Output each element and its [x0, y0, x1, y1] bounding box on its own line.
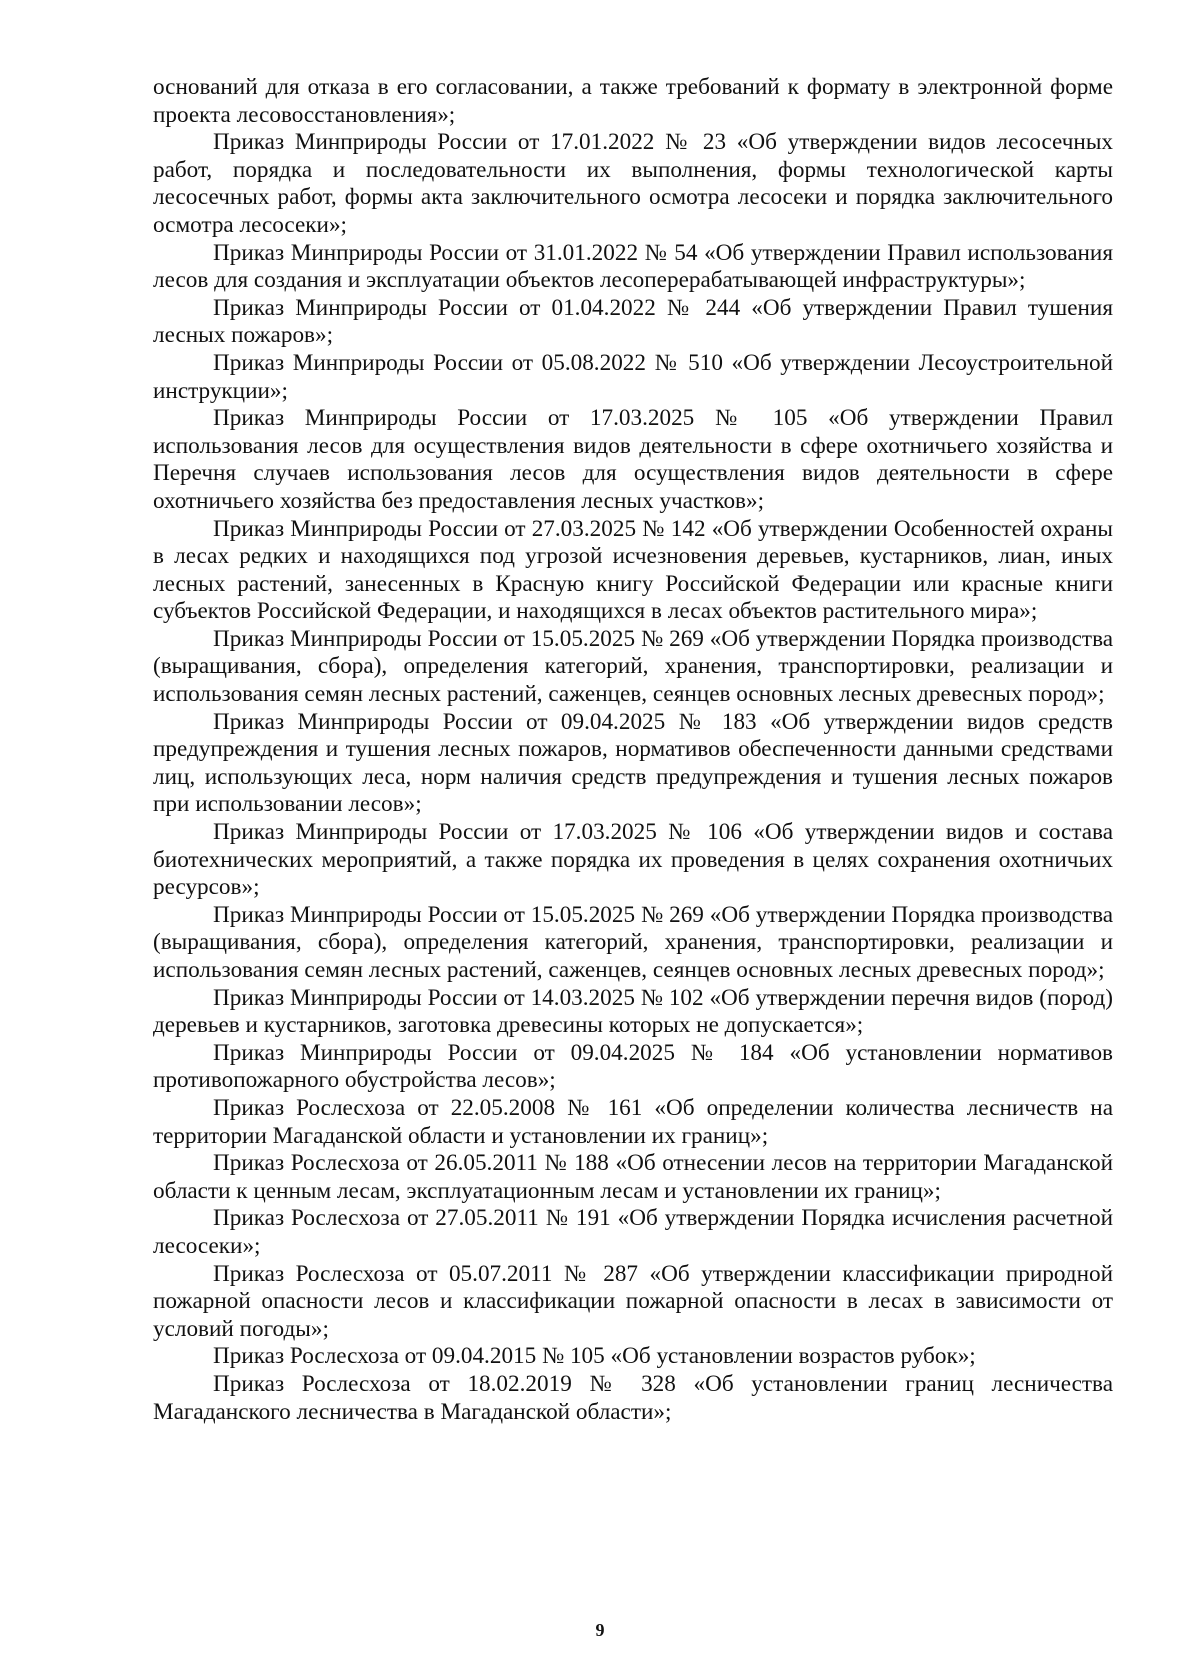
paragraph-order-161: Приказ Рослесхоза от 22.05.2008 № 161 «Об определении количества лесничеств на территории Магаданской области и установлении их границ»; [153, 1094, 1113, 1149]
paragraph-order-102: Приказ Минприроды России от 14.03.2025 № 102 «Об утверждении перечня видов (пород) деревьев и кустарников, заготовка древесины которых не допускается»; [153, 984, 1113, 1039]
paragraph-continuation: оснований для отказа в его согласовании, а также требований к формату в электронной форме проекта лесовосстановления»; [153, 74, 1113, 128]
paragraph-order-188: Приказ Рослесхоза от 26.05.2011 № 188 «Об отнесении лесов на территории Магаданской области к ценным лесам, эксплуатационным лесам и установлении их границ»; [153, 1150, 1113, 1204]
paragraph-order-191: Приказ Рослесхоза от 27.05.2011 № 191 «Об утверждении Порядка исчисления расчетной лесосеки»; [153, 1205, 1113, 1259]
paragraph-order-54: Приказ Минприроды России от 31.01.2022 № 54 «Об утверждении Правил использования лесов для создания и эксплуатации объектов лесоперерабатывающей инфраструктуры»; [153, 239, 1113, 294]
paragraph-order-287: Приказ Рослесхоза от 05.07.2011 № 287 «Об утверждении классификации природной пожарной опасности лесов и классификации пожарной опасности в лесах в зависимости от условий погоды»; [153, 1260, 1113, 1342]
paragraph-order-183: Приказ Минприроды России от 09.04.2025 № 183 «Об утверждении видов средств предупреждения и тушения лесных пожаров, нормативов обеспеченности данными средствами лиц, использующих леса, норм наличия средств предупреждения и тушения лесных пожаров при использовании лесов»; [153, 708, 1113, 818]
paragraph-order-269-a: Приказ Минприроды России от 15.05.2025 № 269 «Об утверждении Порядка производства (выращивания, сбора), определения категорий, хранения, транспортировки, реализации и использования семян лесных растений, саженцев, сеянцев основных лесных древесных пород»; [153, 625, 1113, 708]
document-body [153, 74, 1113, 1426]
paragraph-order-244: Приказ Минприроды России от 01.04.2022 № 244 «Об утверждении Правил тушения лесных пожаров»; [153, 294, 1113, 349]
paragraph-order-328: Приказ Рослесхоза от 18.02.2019 № 328 «Об установлении границ лесничества Магаданского лесничества в Магаданской области»; [153, 1370, 1113, 1425]
page-number: 9 [595, 1620, 605, 1640]
paragraph-order-23: Приказ Минприроды России от 17.01.2022 № 23 «Об утверждении видов лесосечных работ, порядка и последовательности их выполнения, формы технологической карты лесосечных работ, формы акта заключительного осмотра лесосеки и порядка заключительного осмотра лесосеки»; [153, 129, 1113, 238]
paragraph-order-269-b: Приказ Минприроды России от 15.05.2025 № 269 «Об утверждении Порядка производства (выращивания, сбора), определения категорий, хранения, транспортировки, реализации и использования семян лесных растений, саженцев, сеянцев основных лесных древесных пород»; [153, 901, 1113, 983]
paragraph-order-142: Приказ Минприроды России от 27.03.2025 № 142 «Об утверждении Особенностей охраны в лесах редких и находящихся под угрозой исчезновения деревьев, кустарников, лиан, иных лесных растений, занесенных в Красную книгу Российской Федерации или красные книги субъектов Российской Федерации, и находящихся в лесах объектов растительного мира»; [153, 515, 1113, 625]
paragraph-order-184: Приказ Минприроды России от 09.04.2025 № 184 «Об установлении нормативов противопожарного обустройства лесов»; [153, 1039, 1113, 1094]
paragraph-order-105-2025: Приказ Минприроды России от 17.03.2025 № 105 «Об утверждении Правил использования лесов для осуществления видов деятельности в сфере охотничьего хозяйства и Перечня случаев использования лесов для осуществления видов деятельности в сфере охотничьего хозяйства без предоставления лесных участков»; [153, 405, 1113, 514]
paragraph-order-106: Приказ Минприроды России от 17.03.2025 № 106 «Об утверждении видов и состава биотехнических мероприятий, а также порядка их проведения в целях сохранения охотничьих ресурсов»; [153, 819, 1113, 901]
paragraph-order-510: Приказ Минприроды России от 05.08.2022 № 510 «Об утверждении Лесоустроительной инструкции»; [153, 349, 1113, 404]
paragraph-order-105-2015: Приказ Рослесхоза от 09.04.2015 № 105 «Об установлении возрастов рубок»; [213, 1343, 976, 1370]
